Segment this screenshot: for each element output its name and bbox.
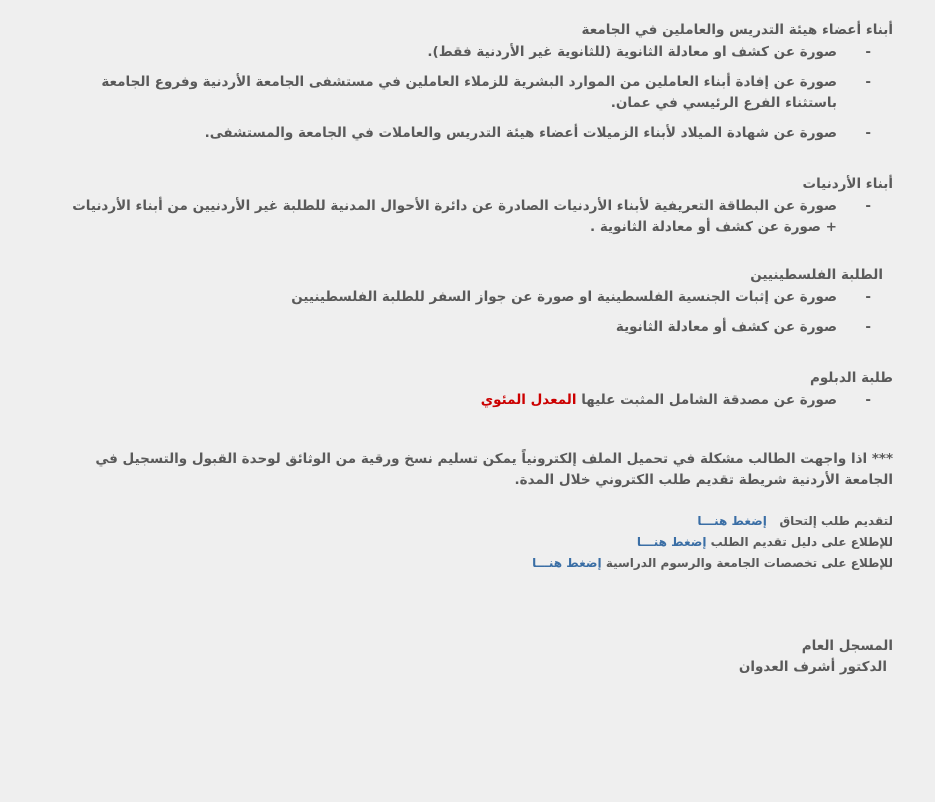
list-item: - صورة عن شهادة الميلاد لأبناء الزميلات أعضاء هيئة التدريس والعاملات في الجامعة والمستشفى. — [204, 125, 871, 141]
link-row-apply: لتقديم طلب إلتحاق إضغط هنـــا — [697, 514, 893, 528]
signature-title: المسجل العام — [801, 638, 893, 654]
section-heading: أبناء أعضاء هيئة التدريس والعاملين في الجامعة — [581, 22, 893, 38]
paper-copies-note: *** اذا واجهت الطالب مشكلة في تحميل الملف إلكترونياً يمكن تسليم نسخ ورقية من الوثائق لوحدة القبول والتسجيل في الجامعة الأردنية شريطة تقديم طلب الكتروني خلال المدة. — [95, 451, 893, 488]
links-block — [63, 511, 893, 574]
section-palestinian-students — [53, 265, 883, 338]
section-diploma-students — [63, 368, 893, 411]
list-item: - صورة عن إفادة أبناء العاملين من الموارد البشرية للزملاء العاملين في مستشفى الجامعة الأردنية وفروع الجامعة باستثناء الفرع الرئيسي في عمان. — [101, 74, 871, 111]
list-item: - صورة عن كشف أو معادلة الثانوية — [615, 319, 871, 335]
link-row-guide: للإطلاع على دليل تقديم الطلب إضغط هنـــا — [636, 535, 893, 549]
list-item: - صورة عن إثبات الجنسية الفلسطينية او صورة عن جواز السفر للطلبة الفلسطينيين — [291, 289, 871, 305]
highlight-text: المعدل المئوي — [480, 392, 577, 408]
section-jordanian-women-children — [63, 174, 893, 238]
list-item: - صورة عن البطاقة التعريفية لأبناء الأردنيات الصادرة عن دائرة الأحوال المدنية للطلبة غير الأردنيين من أبناء الأردنيات + صورة عن كشف أو معادلة الثانوية . — [72, 198, 871, 235]
link-row-fees: للإطلاع على تخصصات الجامعة والرسوم الدراسية إضغط هنـــا — [532, 556, 893, 570]
guide-link[interactable]: إضغط هنـــا — [636, 535, 707, 549]
signature-block — [739, 636, 893, 678]
list-item: - صورة عن مصدقة الشامل المثبت عليها المعدل المئوي — [480, 392, 871, 408]
signature-name: الدكتور أشرف العدوان — [738, 659, 887, 675]
apply-link[interactable]: إضغط هنـــا — [697, 514, 767, 528]
list-item: - صورة عن كشف او معادلة الثانوية (للثانوية غير الأردنية فقط). — [427, 44, 871, 60]
majors-fees-link[interactable]: إضغط هنـــا — [532, 556, 602, 570]
section-heading: أبناء الأردنيات — [802, 176, 893, 192]
section-heading: الطلبة الفلسطينيين — [750, 267, 883, 283]
section-heading: طلبة الدبلوم — [809, 370, 893, 386]
section-faculty-children — [63, 20, 893, 144]
